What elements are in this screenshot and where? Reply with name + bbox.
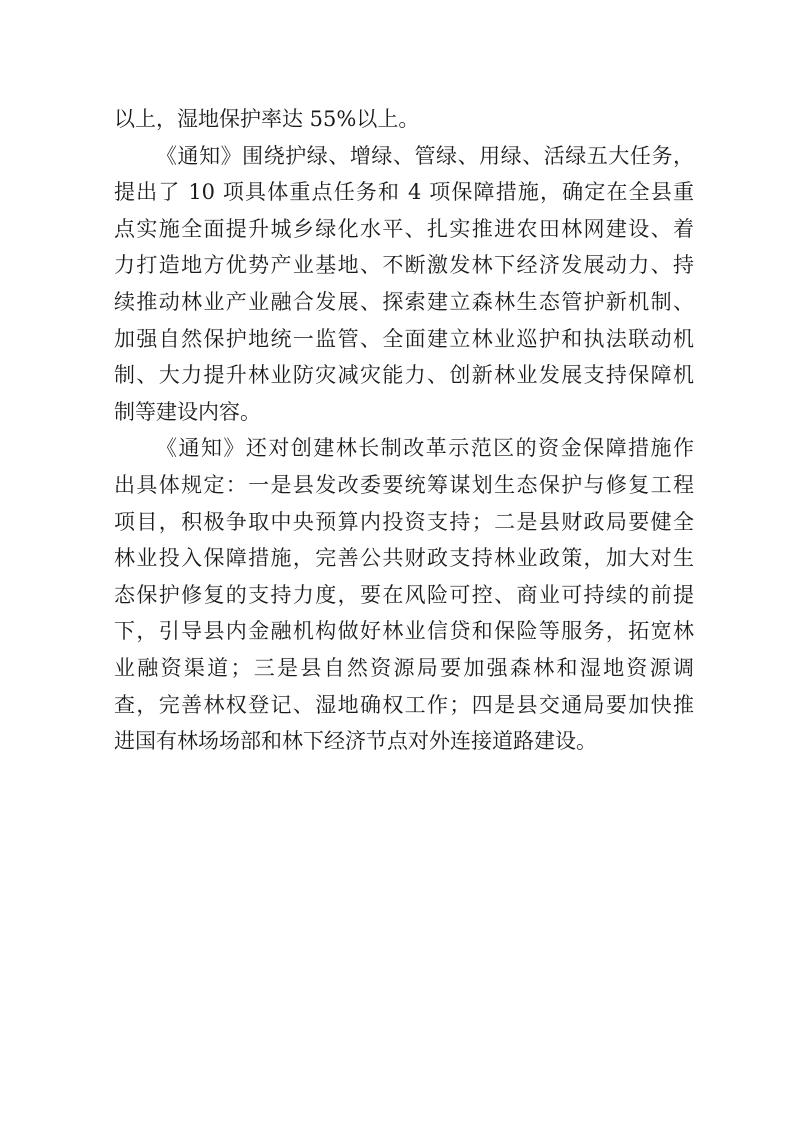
text-line: 点实施全面提升城乡绿化水平、扎实推进农田林网建设、着 — [114, 216, 694, 241]
paragraph-first-line: 《通知》围绕护绿、增绿、管绿、用绿、活绿五大任务， — [156, 143, 694, 168]
body-text — [114, 101, 694, 760]
text-line: 力打造地方优势产业基地、不断激发林下经济发展动力、持 — [114, 253, 694, 278]
paragraph-first-line: 《通知》还对创建林长制改革示范区的资金保障措施作 — [156, 436, 694, 461]
text-line: 续推动林业产业融合发展、探索建立森林生态管护新机制、 — [114, 289, 694, 314]
text-line: 查，完善林权登记、湿地确权工作；四是县交通局要加快推 — [114, 692, 694, 717]
text-line: 下，引导县内金融机构做好林业信贷和保险等服务，拓宽林 — [114, 619, 694, 644]
text-line: 林业投入保障措施，完善公共财政支持林业政策，加大对生 — [114, 546, 694, 571]
text-line: 进国有林场场部和林下经济节点对外连接道路建设。 — [114, 729, 597, 754]
text-line: 态保护修复的支持力度，要在风险可控、商业可持续的前提 — [114, 582, 694, 607]
text-line: 以上，湿地保护率达 55%以上。 — [114, 107, 420, 131]
text-line: 制等建设内容。 — [114, 399, 261, 424]
text-line: 加强自然保护地统一监管、全面建立林业巡护和执法联动机 — [114, 326, 694, 351]
text-line: 业融资渠道；三是县自然资源局要加强森林和湿地资源调 — [114, 655, 694, 680]
text-line: 制、大力提升林业防灾减灾能力、创新林业发展支持保障机 — [114, 363, 694, 388]
text-line: 提出了 10 项具体重点任务和 4 项保障措施，确定在全县重 — [114, 180, 694, 205]
text-line: 项目，积极争取中央预算内投资支持；二是县财政局要健全 — [114, 509, 694, 534]
text-line: 出具体规定：一是县发改委要统筹谋划生态保护与修复工程 — [114, 472, 694, 497]
